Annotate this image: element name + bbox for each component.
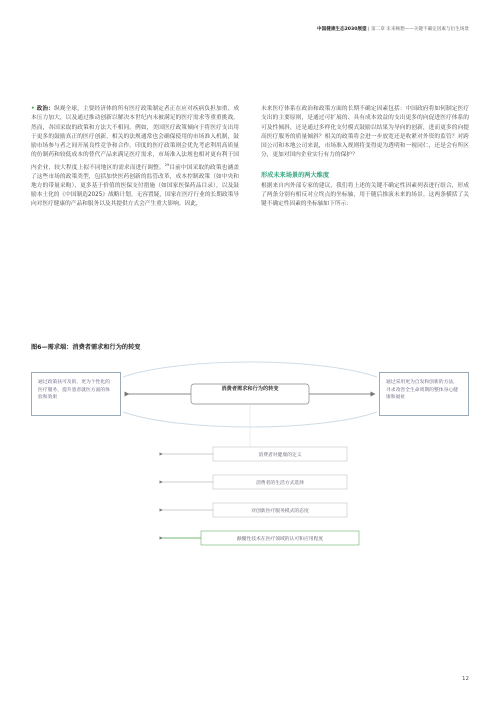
- layer-label-1: 消费者对健康的定义: [258, 453, 302, 458]
- chapter-title: 第二章 未来畅想——关键不确定因素与衍生场景: [371, 27, 469, 32]
- page-number: 12: [462, 676, 469, 682]
- header-separator: |: [366, 27, 372, 32]
- right-endpoint-box: 通过采用更为自发和创新的方法，寻求改善全生命周期的整体身心健康和福祉: [379, 372, 469, 416]
- politics-lead: 政治：: [36, 106, 54, 112]
- layer-label-3: 对创新医疗服务模式的态度: [251, 509, 309, 514]
- demand-shift-figure: [31, 352, 469, 582]
- bullet-icon: •: [31, 106, 35, 112]
- center-label: 消费者需求和行为的转变: [221, 386, 279, 392]
- right-column: [261, 105, 469, 210]
- politics-paragraph: [31, 105, 239, 210]
- layer-label-2: 消费者的生活方式选择: [256, 481, 304, 486]
- politics-body-continued: 目前中国采取的政策也涵盖了这些市场的政策类型，包括加快医药创新的监管改革，成本控制政策（如中央和地方的带量采购），更多基于价值的医保支付措施（如国家医保药品目录），以及鼓励本土化的《中国制造2025》战略计划。无容置疑，国家在医疗行业的长期政策导向对医疗健康的产品和服务以及其提供方式会产生重大影响。因此，: [31, 164, 240, 208]
- dimensions-paragraph: 根据来自内外部专家的建议，我们将上述的关键不确定性因素列表进行组合，形成了两条分别有相反对立终点的坐标轴，用于随后推演未来的场景。这两条横括了关键不确定性因素的坐标轴如下所示：: [261, 182, 469, 208]
- layer-label-4: 颠覆性技术在医疗领域的认可和应用程度: [236, 537, 324, 542]
- left-endpoint-box: 通过政策扶可及的、更为个性化的医疗服务，提升患者就医方面的体验和效果: [31, 372, 121, 416]
- report-title: 中国健康生态2030展望: [317, 27, 367, 32]
- page-header: [317, 26, 469, 32]
- politics-body: 纵观全球，主要经济体的所有医疗政策制定者正在应对疾病负担加重、成本压力加大，以及通过推动创新以解决本世纪内未被满足的医疗需求等重重挑战。然而，各国采取的政策和方法大不相同。例如，美国医疗政策倾向于将医疗支出用于更多的鼓励真正的医疗创新，相关的法规通常也会确保使用的市场准入机制，鼓励市场参与者之间开展良性竞争和合作。印度的医疗政策则会优先考虑利用高质量的仿制药和较低成本的替代产品来满足医疗需求，市场准入法规也相对更有利于国内企业，较大程度上拟不同地区的需求而进行调整。: [31, 106, 240, 171]
- uncertainty-paragraph: 未来医疗体系在政治和政策方面的长期不确定因素包括：中国政府将如何制定医疗支出的主要原则，是通过可扩展的、具有成本效益的支出更多的向促进医疗体系的可及性倾斜，还是通过多样化支付模式鼓励以结果为导向的创新，进而更多的向提高医疗服务的质量倾斜？相关的政策将会进一步放宽还是收紧对外资的监管？对跨国公司和本地公司来说，市场准入规则将变得更为透明和一视同仁，还是会有所区分，更加对国内企业实行有力的保护？: [261, 106, 469, 159]
- footnote-marker: 29: [164, 162, 170, 167]
- left-column: [31, 105, 239, 210]
- upper-band: [123, 362, 377, 377]
- section-subhead: 形成未来场景的两大维度: [261, 171, 330, 179]
- figure-title: 图6—需求端：消费者需求和行为的转变: [31, 344, 141, 351]
